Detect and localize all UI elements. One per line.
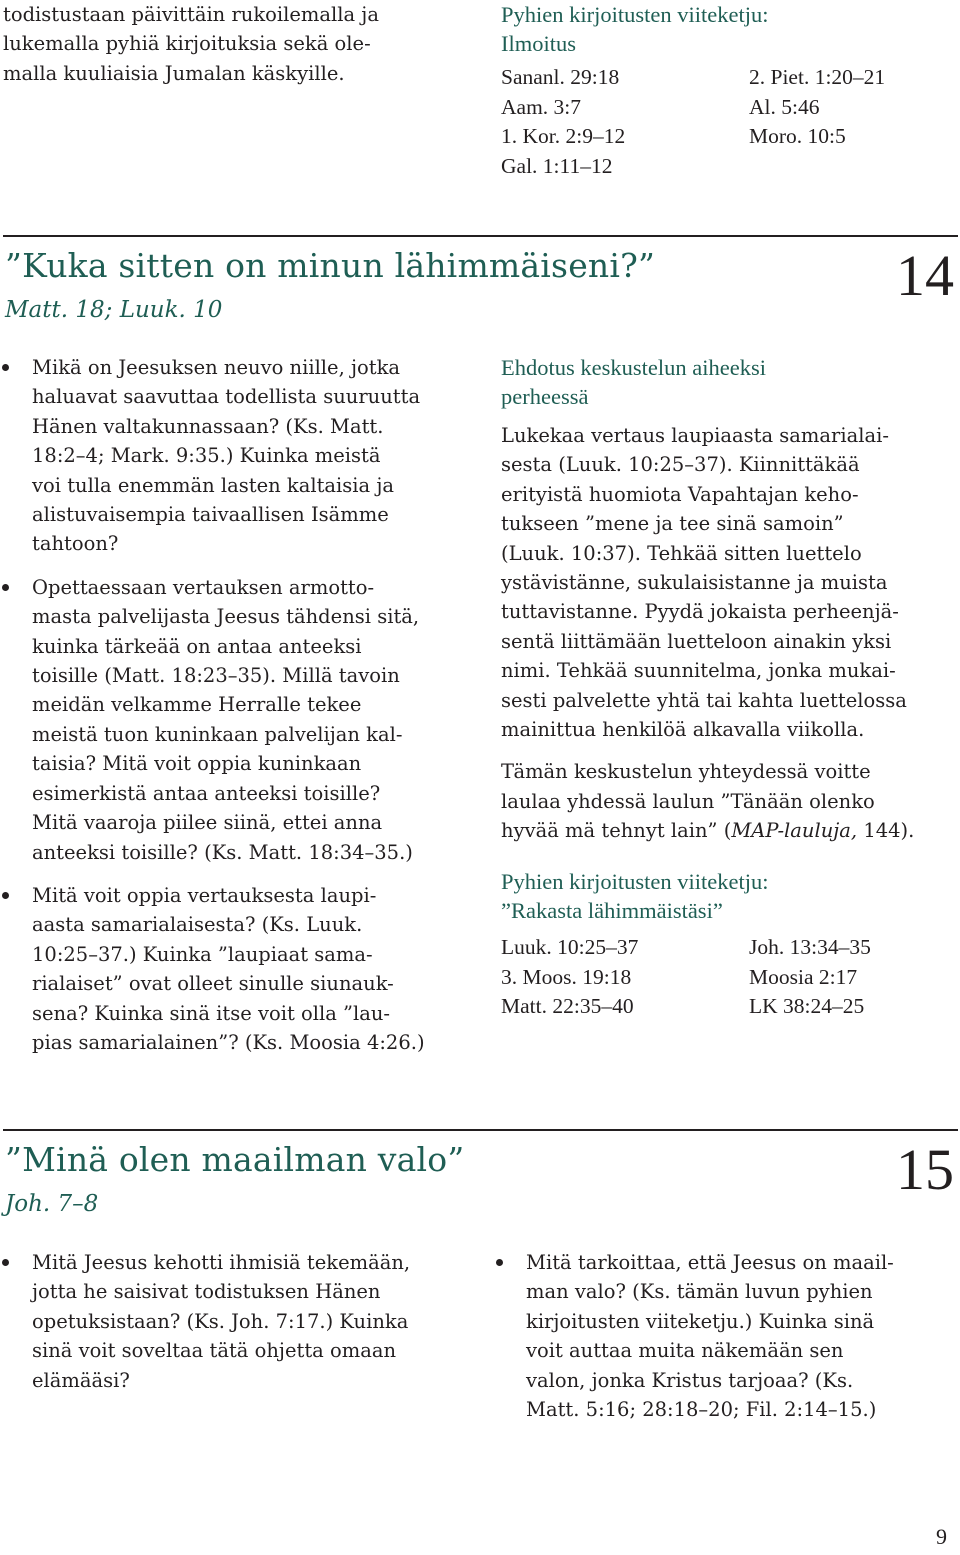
- scripture-ref: Matt. 22:35–40: [501, 994, 634, 1018]
- family-paragraph-song: Tämän keskustelun yhteydessä voitte laulaa yhdessä laulun ”Tänään olenko hyvää mä tehnyt lain” (MAP-lauluja, 144).: [501, 760, 915, 843]
- question-item: Mitä tarkoittaa, että Jeesus on maail- man valo? (Ks. tämän luvun pyhien kirjoitusten viiteketju.) Kuinka sinä voit auttaa muita näkemään sen valon, jonka Kristus tarjoaa? (Ks. Matt. 5:16; 28:18–20; Fil. 2:14–15.): [494, 1248, 954, 1424]
- family-paragraph: Lukekaa vertaus laupiaasta samarialai- sesta (Luuk. 10:25–37). Kiinnittäkää erityistä huomiota Vapahtajan keho- tukseen ”mene ja tee sinä samoin” (Luuk. 10:37). Tehkää sitten luettelo ystävistänne, sukulaisistanne ja muista tuttavistanne. Pyydä jokaista perheenjä- sentä liittämään luetteloon ainakin yksi nimi. Tehkää suunnitelma, jonka mukai- sesti palvelette yhtä tai kahta luettelossa mainittua henkilöä alkavalla viikolla.: [501, 424, 907, 742]
- chapter-14-questions: [0, 353, 475, 1071]
- page-number: 9: [936, 1524, 947, 1549]
- question-item: Mikä on Jeesuksen neuvo niille, jotka haluavat saavuttaa todellista suuruutta Hänen valtakunnassaan? (Ks. Matt. 18:2–4; Mark. 9:35.) Kuinka meistä voi tulla enemmän lasten kaltaisia ja alistuvaisempia taivaallisen Isämme tahtoon?: [0, 353, 475, 559]
- continuation-text: todistustaan päivittäin rukoilemalla ja lukemalla pyhiä kirjoituksia sekä ole- malla kuuliaisia Jumalan käskyille.: [3, 3, 379, 85]
- scripture-ref: 1. Kor. 2:9–12: [501, 124, 626, 148]
- chapter-14-rule: [3, 235, 958, 237]
- chapter-15-questions-left: [0, 1248, 475, 1409]
- question-item: Mitä voit oppia vertauksesta laupi- aasta samarialaisesta? (Ks. Luuk. 10:25–37.) Kuinka ”laupiaat sama- rialaiset” ovat olleet sinulle siunauk- sena? Kuinka sinä itse voit olla ”lau- pias samarialainen”? (Ks. Moosia 4:26.): [0, 881, 475, 1057]
- scripture-ref: 3. Moos. 19:18: [501, 964, 632, 989]
- question-item: Opettaessaan vertauksen armotto- masta palvelijasta Jeesus tähdensi sitä, kuinka tärkeää on antaa anteeksi toisille (Matt. 18:23–35). Millä tavoin meidän velkamme Herralle tekee meistä tuon kuninkaan palvelijan kal- taisia? Mitä voit oppia kuninkaan esimerkistä antaa anteeksi toisille? Mitä vaaroja piilee siinä, ettei anna anteeksi toisille? (Ks. Matt. 18:34–35.): [0, 573, 475, 867]
- scripture-refs-left-revelation: [501, 63, 625, 181]
- scripture-ref: Gal. 1:11–12: [501, 153, 613, 178]
- chapter-15-rule: [3, 1129, 958, 1131]
- scripture-ref: Luuk. 10:25–37: [501, 935, 639, 959]
- scripture-ref: Aam. 3:7: [501, 94, 582, 119]
- scripture-ref: 2. Piet. 1:20–21: [749, 65, 886, 89]
- chapter-15-questions-right: [494, 1248, 954, 1438]
- scripture-ref: Joh. 13:34–35: [749, 935, 871, 959]
- scripture-ref: Moosia 2:17: [749, 964, 858, 989]
- scripture-chain-title-love: Pyhien kirjoitusten viiteketju: ”Rakasta lähimmäistäsi”: [501, 869, 769, 923]
- scripture-refs-right-love: [749, 933, 871, 1022]
- scripture-ref: Sananl. 29:18: [501, 65, 620, 89]
- chapter-14-number: 14: [896, 243, 954, 308]
- scripture-ref: LK 38:24–25: [749, 994, 865, 1018]
- chapter-15-number: 15: [896, 1137, 954, 1202]
- scripture-chain-title-revelation: Pyhien kirjoitusten viiteketju: Ilmoitus: [501, 2, 769, 56]
- scripture-ref: Al. 5:46: [749, 94, 820, 119]
- family-discussion-title: Ehdotus keskustelun aiheeksi perheessä: [501, 355, 766, 409]
- scripture-refs-left-love: [501, 933, 638, 1022]
- chapter-15-subtitle: Joh. 7–8: [5, 1191, 99, 1217]
- question-item: Mitä Jeesus kehotti ihmisiä tekemään, jotta he saisivat todistuksen Hänen opetuksistaan? (Ks. Joh. 7:17.) Kuinka sinä voit soveltaa tätä ohjetta omaan elämääsi?: [0, 1248, 475, 1395]
- scripture-refs-right-revelation: [749, 63, 885, 152]
- family-discussion-body: [501, 421, 956, 859]
- chapter-14-subtitle: Matt. 18; Luuk. 10: [5, 297, 223, 323]
- chapter-14-title: ”Kuka sitten on minun lähimmäiseni?”: [5, 246, 656, 285]
- hymnbook-title: MAP-lauluja,: [731, 819, 858, 843]
- chapter-15-title: ”Minä olen maailman valo”: [5, 1140, 465, 1179]
- scripture-ref: Moro. 10:5: [749, 124, 846, 148]
